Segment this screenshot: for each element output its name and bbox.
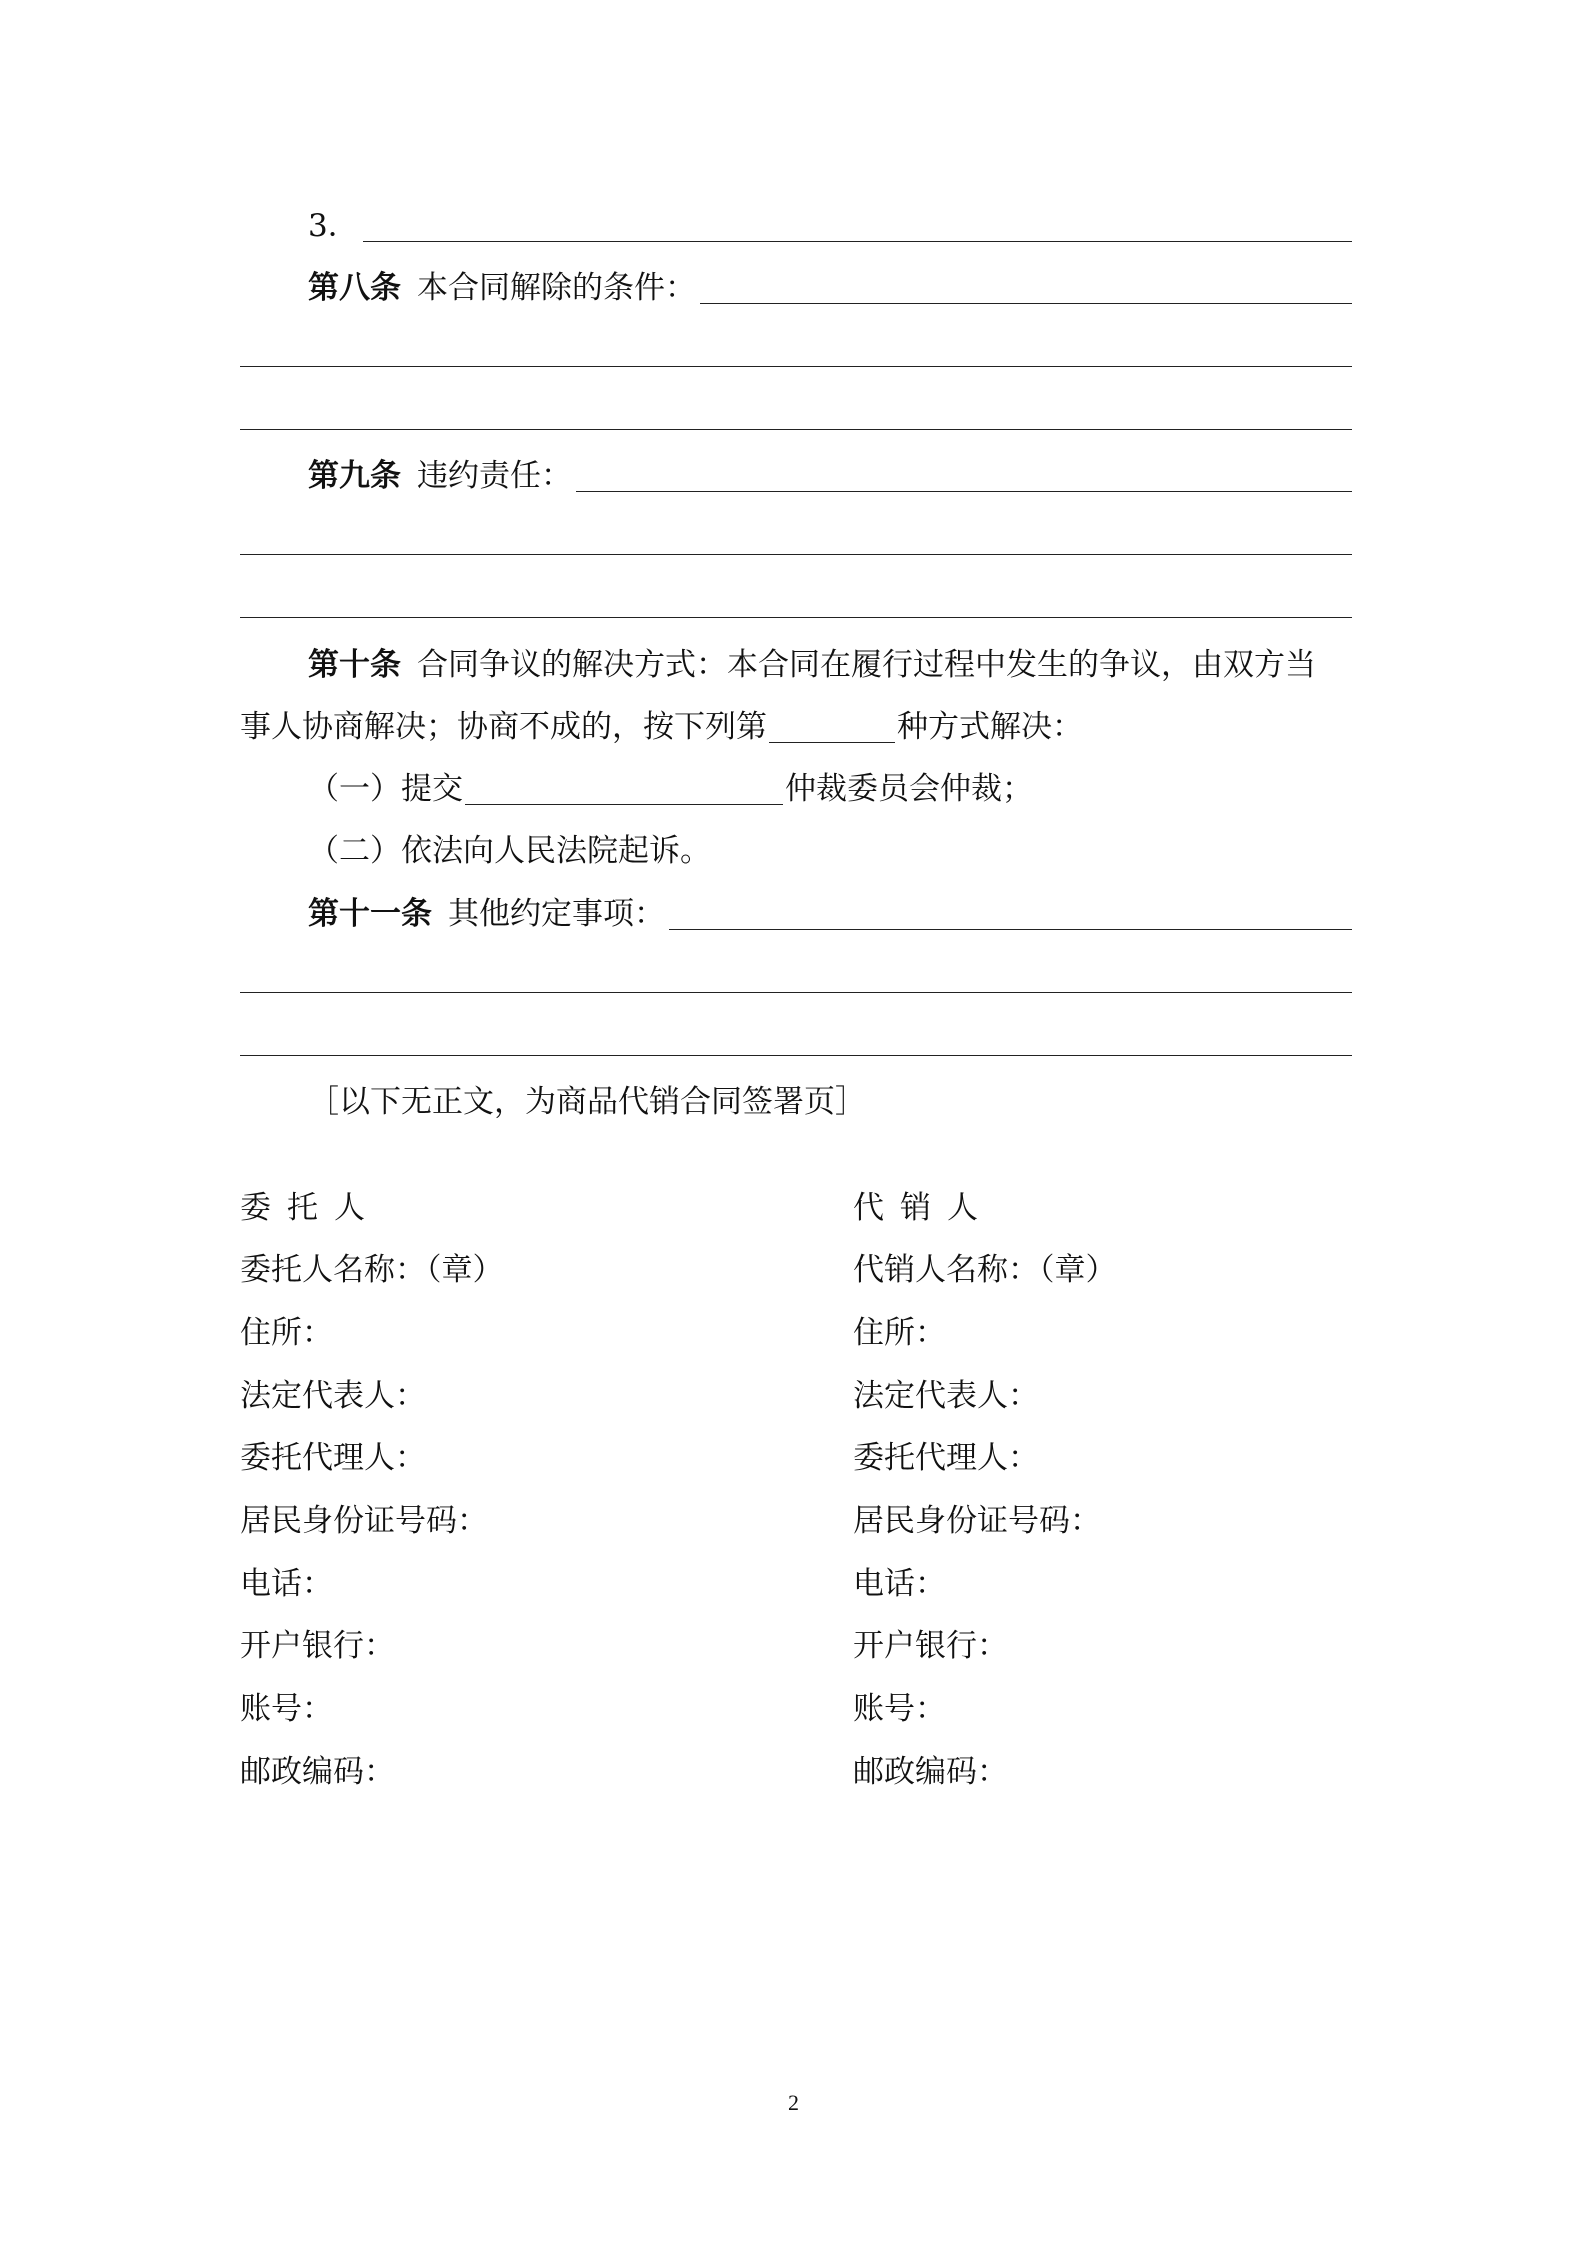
clause-item-3: [240, 196, 1352, 256]
principal-address-field: 住所：: [240, 1315, 333, 1351]
option-1-a: （一）提交: [308, 771, 463, 807]
article-11-title: 第十一条: [308, 896, 432, 932]
principal-bank-field: 开户银行：: [240, 1628, 395, 1664]
consignee-name-field: 代销人名称：（章）: [853, 1252, 1117, 1288]
article-10-line-2-a: 事人协商解决；协商不成的，按下列第: [240, 709, 767, 745]
blank-line: [240, 992, 1352, 993]
article-9: [240, 446, 1352, 506]
article-10-line-2: [240, 697, 1352, 757]
consignee-agent-field: 委托代理人：: [853, 1440, 1039, 1476]
principal-agent-field: 委托代理人：: [240, 1440, 426, 1476]
blank-line: [240, 554, 1352, 555]
article-10-text: 合同争议的解决方式：本合同在履行过程中发生的争议，由双方当: [417, 647, 1316, 683]
article-9-text: 违约责任：: [417, 458, 572, 494]
article-10: [240, 635, 1352, 695]
article-9-title: 第九条: [308, 458, 401, 494]
signature-note-text: ［以下无正文，为商品代销合同签署页］: [308, 1084, 866, 1120]
article-8-title: 第八条: [308, 270, 401, 306]
principal-account-field: 账号：: [240, 1691, 333, 1727]
article-11-text: 其他约定事项：: [448, 896, 665, 932]
blank-line: [576, 491, 1352, 492]
article-10-line-2-b: 种方式解决：: [897, 709, 1083, 745]
method-number-blank: [769, 742, 895, 743]
signature-page-note: [240, 1072, 1352, 1132]
item-3-label: 3．: [308, 208, 359, 244]
page-number: 2: [788, 2090, 799, 2115]
article-8-text: 本合同解除的条件：: [417, 270, 696, 306]
blank-line: [669, 929, 1352, 930]
article-11: [240, 884, 1352, 944]
consignee-account-field: 账号：: [853, 1691, 946, 1727]
principal-name-field: 委托人名称：（章）: [240, 1252, 504, 1288]
principal-heading: 委托人: [240, 1190, 381, 1226]
option-2: [240, 821, 1352, 881]
option-2-text: （二）依法向人民法院起诉。: [308, 833, 711, 869]
principal-phone-field: 电话：: [240, 1566, 333, 1602]
blank-line: [240, 617, 1352, 618]
consignee-bank-field: 开户银行：: [853, 1628, 1008, 1664]
principal-postcode-field: 邮政编码：: [240, 1754, 395, 1790]
blank-line: [240, 1055, 1352, 1056]
consignee-id-field: 居民身份证号码：: [853, 1503, 1101, 1539]
blank-line: [240, 366, 1352, 367]
consignee-phone-field: 电话：: [853, 1566, 946, 1602]
blank-line: [700, 303, 1352, 304]
blank-line: [363, 241, 1352, 242]
arbitration-commission-blank: [465, 804, 783, 805]
blank-line: [240, 429, 1352, 430]
principal-legal-rep-field: 法定代表人：: [240, 1378, 426, 1414]
article-8: [240, 258, 1352, 318]
consignee-address-field: 住所：: [853, 1315, 946, 1351]
option-1-b: 仲裁委员会仲裁；: [785, 771, 1033, 807]
option-1: [240, 759, 1352, 819]
principal-id-field: 居民身份证号码：: [240, 1503, 488, 1539]
consignee-heading: 代销人: [853, 1190, 994, 1226]
consignee-legal-rep-field: 法定代表人：: [853, 1378, 1039, 1414]
article-10-title: 第十条: [308, 647, 401, 683]
consignee-postcode-field: 邮政编码：: [853, 1754, 1008, 1790]
